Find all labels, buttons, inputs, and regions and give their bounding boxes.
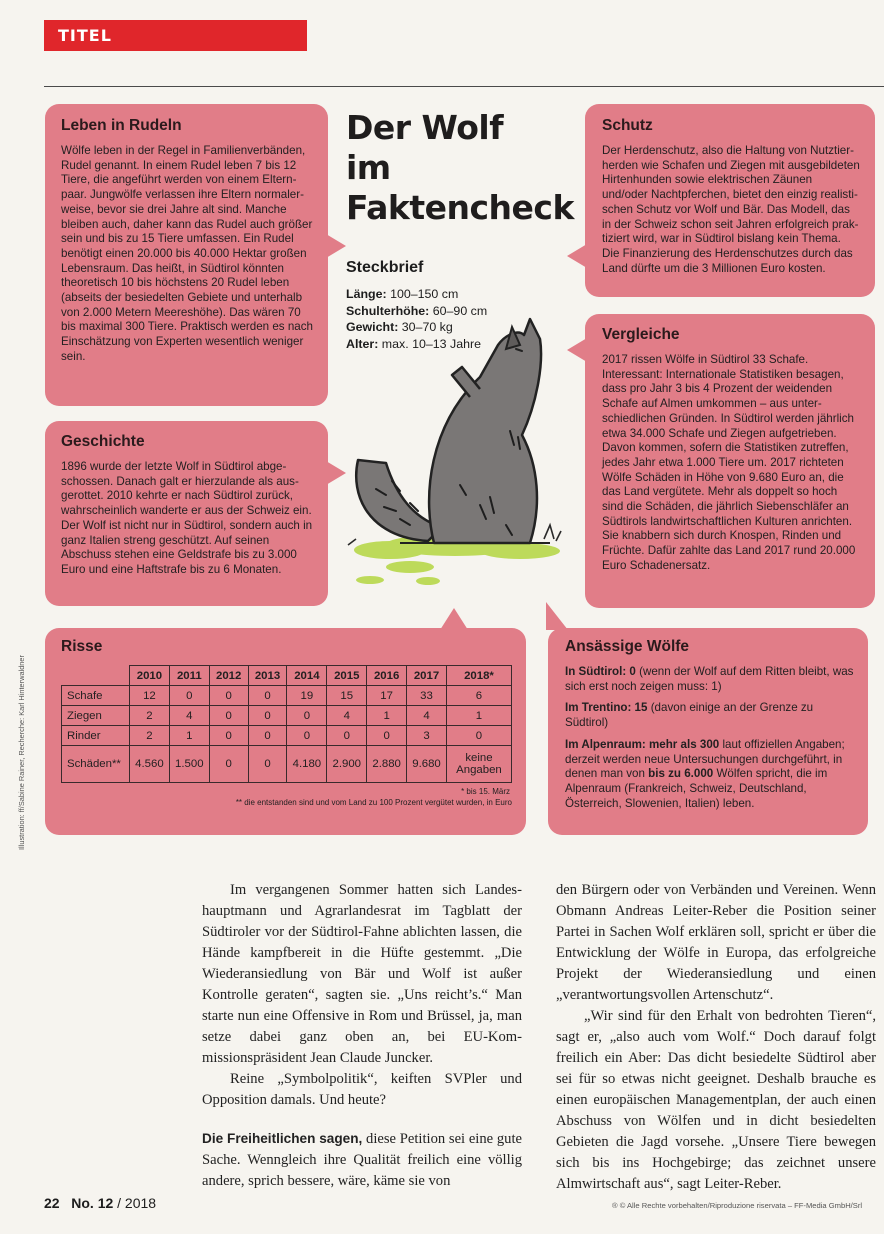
steckbrief-value: 60–90 cm — [429, 303, 488, 318]
steckbrief-title: Steckbrief — [346, 259, 424, 276]
steckbrief-value: 100–150 cm — [386, 287, 459, 301]
steckbrief-row — [346, 286, 576, 303]
table-cell: 4.560 — [130, 746, 170, 783]
table-cell: 2 — [130, 706, 170, 726]
box-item — [565, 738, 854, 812]
box-item-text: (davon einige an der Grenze zu Südtirol) — [565, 701, 814, 730]
table-cell: 19 — [287, 686, 327, 706]
table-cell: 6 — [446, 686, 511, 706]
table-header-cell: 2014 — [287, 666, 327, 686]
table-cell: 1 — [446, 706, 511, 726]
table-cell: 1 — [367, 706, 407, 726]
headline-line: im — [346, 148, 391, 187]
table-cell: 1.500 — [169, 746, 209, 783]
risse-table — [61, 665, 512, 783]
footnote: * bis 15. März — [461, 787, 510, 796]
table-header-cell: 2010 — [130, 666, 170, 686]
footnote: ** die entstanden sind und vom Land zu 100 Prozent vergütet wurden, in Euro — [235, 798, 512, 807]
table-cell: 0 — [367, 726, 407, 746]
illustration-credit: Illustration: ff/Sabine Rainer, Recherche: Karl Hinterwaldner — [17, 655, 26, 850]
table-cell: 9.680 — [407, 746, 447, 783]
article-paragraph: „Wir sind für den Erhalt von bedrohten Tieren“, sagt er, „also auch vom Wolf.“ Doch darauf folgt freilich ein Aber: Das dicht besiedelte Südtirol aber sei für so etwas nicht geeignet. Deshalb brauche es einen europäischen Managementplan, der auch einen Abschuss von Wölfen und in dicht besiedelten Gebieten die Jagd vorsehe. „Unsere Tiere bewegen sich bis ins Hochgebirge; das zeichnet unsere Almwirtschaft aus“, sagt Leiter-Reber. — [556, 1008, 876, 1192]
table-cell: 4 — [327, 706, 367, 726]
article-paragraph — [202, 1128, 522, 1192]
box-text: Wölfe leben in der Regel in Familienverbänden, Rudel genannt. In einem Rudel leben 7 bis 12 Tiere, die angeführt werden von einem Elternpaar. Jungwölfe verlassen ihre Eltern normalerweise, bevor sie drei Jahre alt sind. Manche bleiben auch, daher kann das Rudel auch größer sein und bis zu 15 Tiere umfassen. Ein Rudel benötigt einen 20.000 bis 40.000 Hektar großen Lebensraum. Das heißt, in Südtirol könnten theoretisch 10 bis höchstens 20 Rudel leben (abseits der besiedelten Gebiete und unterhalb von 2.000 Metern Meereshöhe). Das wären 70 bis maximal 300 Tiere. Praktisch werden es nach Einschätzung von Experten wesentlich weniger sein. — [61, 144, 313, 363]
table-cell: 4 — [407, 706, 447, 726]
table-cell: 1 — [169, 726, 209, 746]
table-cell: 15 — [327, 686, 367, 706]
steckbrief-value: 30–70 kg — [398, 320, 453, 335]
table-cell: 0 — [248, 686, 287, 706]
wolf-illustration — [330, 305, 586, 615]
article-paragraph: den Bürgern oder von Verbänden und Vereinen. Wenn Obmann Andreas Leiter-Reber die Position seiner Partei in Sachen Wolf erklären soll, spricht er über die Entwicklung der Wölfe in Europa, das erfolgreiche Projekt der Wiederansiedlung und einen „verantwortungsvollen Artenschutz“. — [556, 882, 876, 1003]
box-title: Geschichte — [61, 433, 145, 450]
table-row — [62, 706, 512, 726]
top-rule — [44, 86, 884, 87]
box-title: Leben in Rudeln — [61, 117, 182, 134]
footer-page-info — [44, 1195, 156, 1211]
table-cell: 2 — [130, 726, 170, 746]
box-item-text: laut offiziellen Angaben; derzeit werden neue Untersuchungen durchgeführt, in denen man von — [565, 737, 845, 781]
box-risse — [45, 628, 526, 835]
issue-year: / 2018 — [113, 1195, 157, 1211]
box-text: 1896 wurde der letzte Wolf in Südtirol abgeschossen. Danach galt er hierzulande als ausgerottet. 2010 kehrte er nach Südtirol zurück, wahrscheinlich wanderte er aus der Schweiz ein. Der Wolf ist nicht nur in Südtirol, sondern auch in ganz Italien streng geschützt. Auf seinen Abschuss stehen eine Geldstrafe bis zu 3.000 Euro und eine Haftstrafe bis zu 6 Monaten. — [61, 460, 313, 576]
steckbrief-label: Länge: — [346, 287, 387, 301]
table-cell: 2.900 — [327, 746, 367, 783]
table-header-cell: 2015 — [327, 666, 367, 686]
box-title: Risse — [61, 638, 103, 655]
box-leben-in-rudeln — [45, 104, 328, 406]
steckbrief-label: Alter: — [346, 336, 379, 351]
box-schutz — [585, 104, 875, 297]
box-ansaessige-woelfe — [548, 628, 868, 835]
footer-copyright: ® © Alle Rechte vorbehalten/Riproduzione riservata – FF-Media GmbH/Srl — [612, 1201, 863, 1210]
article-paragraph: Im vergangenen Sommer hatten sich Landeshauptmann und Agrarlandesrat im Tagblatt der Südtiroler vor der Südtirol-Fahne ablichten lassen, die Hände kampfbereit in die Hüfte gestemmt. „Die Wiederansiedlung von Bär und Wolf ist außer Kontrolle geraten“, sagten sie. „Uns reicht’s.“ Man starte nun eine Offensive in Rom und Brüssel, ja, man setze dabei ganz oben an, bei EU-Kommissionspräsident Jean Claude Juncker. — [202, 882, 522, 1066]
box-title: Vergleiche — [602, 326, 680, 343]
headline-line: Faktencheck — [346, 188, 574, 227]
box-vergleiche — [585, 314, 875, 608]
article-column-2 — [556, 880, 876, 1195]
table-header-cell: 2017 — [407, 666, 447, 686]
table-cell: 0 — [446, 726, 511, 746]
table-cell: 0 — [248, 746, 287, 783]
table-cell: 3 — [407, 726, 447, 746]
table-cell: Schafe — [62, 686, 130, 706]
table-header-cell: 2013 — [248, 666, 287, 686]
table-cell: Schäden** — [62, 746, 130, 783]
table-header-cell: 2018* — [446, 666, 511, 686]
table-cell: 0 — [327, 726, 367, 746]
article-column-1 — [202, 880, 522, 1192]
table-cell: 0 — [169, 686, 209, 706]
table-cell: 17 — [367, 686, 407, 706]
table-cell: 0 — [287, 706, 327, 726]
steckbrief-value: max. 10–13 Jahre — [378, 336, 481, 351]
steckbrief-label: Gewicht: — [346, 320, 399, 335]
table-header-cell: 2011 — [169, 666, 209, 686]
table-row — [62, 746, 512, 783]
box-geschichte — [45, 421, 328, 606]
table-cell: 4.180 — [287, 746, 327, 783]
box-item-bold: In Südtirol: 0 — [565, 665, 636, 678]
box-item — [565, 701, 854, 730]
table-cell: 0 — [248, 726, 287, 746]
ear-shape — [506, 327, 520, 349]
table-cell: 4 — [169, 706, 209, 726]
table-cell: keine Angaben — [446, 746, 511, 783]
box-item-bold: bis zu 6.000 — [648, 767, 714, 781]
box-item-text: (wenn der Wolf auf dem Ritten bleibt, was sich erst noch zeigen muss: 1) — [565, 665, 854, 693]
table-cell: Ziegen — [62, 706, 130, 726]
table-header-cell — [62, 666, 130, 686]
table-cell: 0 — [209, 726, 248, 746]
table-cell: 0 — [209, 746, 248, 783]
table-cell: 0 — [287, 726, 327, 746]
article-text: diese Petition sei eine gute Sache. Wenngleich ihre Qualität freilich eine völlig andere, sprich bessere, wäre, käme sie von — [202, 1131, 522, 1189]
article-paragraph: Reine „Symbolpolitik“, keiften SVPler und Opposition damals. Und heute? — [202, 1071, 522, 1108]
table-header-row — [62, 666, 512, 686]
table-cell: Rinder — [62, 726, 130, 746]
box-item-bold: Im Trentino: 15 — [565, 701, 648, 715]
table-cell: 12 — [130, 686, 170, 706]
table-header-cell: 2016 — [367, 666, 407, 686]
steckbrief-label: Schulterhöhe: — [346, 303, 430, 318]
table-cell: 2.880 — [367, 746, 407, 783]
box-title: Schutz — [602, 117, 653, 134]
box-text: 2017 rissen Wölfe in Südtirol 33 Schafe. Interessant: Internationale Statistiken besagen, dass pro Jahr 3 bis 4 Prozent der weidenden Schafe auf Almen umkommen – aus unterschiedlichen Gründen. In Südtirol werden jährlich etwa 34.000 Schafe und Ziegen aufgetrieben. Davon kommen, sofern die Statistiken zutreffen, jedes Jahr etwa 1.000 Tiere um. 2017 richteten Wölfe Schäden in Höhe von 9.680 Euro an, die das Land vergütete. Mehr als doppelt so hoch sind die Schäden, die jährlich Siebenschläfer an Südtirols landwirtschaftlichen Kulturen anrichten. Sie knabbern sich durch Knospen, Rinden und Früchte. Dafür zahlte das Land 2017 rund 20.000 Euro Schadenersatz. — [602, 353, 856, 572]
table-header-cell: 2012 — [209, 666, 248, 686]
table-cell: 0 — [248, 706, 287, 726]
box-text: Der Herdenschutz, also die Haltung von Nutztierherden wie Schafen und Ziegen mit ausgebildeten Hirtenhunden sowie elektrischen Zäunen und/oder Nachtpferchen, bietet den einzig realistischen Schutz vor Wolf und Bär. Das Modell, das in der Schweiz schon seit Jahren erfolgreich praktiziert wird, war in Südtirol bislang kein Thema. Die Finanzierung des Herdenschutzes durch das Land dürfte um die 3 Millionen Euro kosten. — [602, 144, 860, 275]
table-cell: 0 — [209, 686, 248, 706]
box-item-text: Wölfen spricht, die im Alpenraum (Frankreich, Schweiz, Deutschland, Österreich, Slowenien, Italien) leben. — [565, 767, 828, 810]
table-row — [62, 726, 512, 746]
box-item — [565, 665, 854, 694]
headline — [346, 108, 576, 228]
table-row — [62, 686, 512, 706]
article-lead-bold: Die Freiheitlichen sagen, — [202, 1131, 363, 1146]
box-item-bold: Im Alpenraum: mehr als 300 — [565, 737, 720, 751]
body-shape — [429, 319, 541, 543]
table-cell: 0 — [209, 706, 248, 726]
table-cell: 33 — [407, 686, 447, 706]
headline-line: Der Wolf — [346, 108, 504, 147]
section-tag: TITEL — [44, 20, 307, 51]
box-title: Ansässige Wölfe — [565, 638, 690, 655]
page-number: 22 — [44, 1195, 60, 1211]
issue-number: No. 12 — [71, 1195, 114, 1211]
